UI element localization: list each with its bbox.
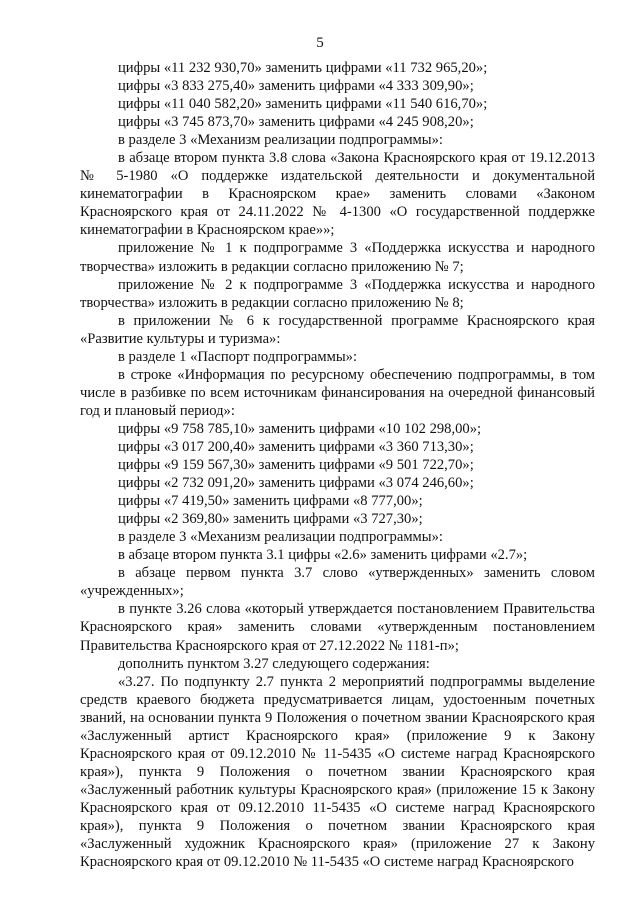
- paragraph: в строке «Информация по ресурсному обеспечению подпрограммы, в том числе в разбивке по всем источникам финансирования на очередной финансовый год и плановый период»:: [80, 366, 595, 419]
- paragraph: цифры «9 758 785,10» заменить цифрами «10 102 298,00»;: [118, 420, 482, 437]
- document-body: [80, 59, 595, 871]
- paragraph: в абзаце втором пункта 3.1 цифры «2.6» заменить цифрами «2.7»;: [118, 547, 528, 564]
- paragraph: цифры «11 040 582,20» заменить цифрами «11 540 616,70»;: [118, 96, 488, 113]
- paragraph: в разделе 1 «Паспорт подпрограммы»:: [118, 348, 358, 365]
- paragraph: в абзаце втором пункта 3.8 слова «Закона Красноярского края от 19.12.2013 № 5-1980 «О поддержке издательской деятельности и документальной кинематографии в Красноярском крае» заменить словами «Законом Красноярского края от 24.11.2022 № 4-1300 «О государственной поддержке кинематографии в Красноярском крае»»;: [80, 150, 595, 239]
- paragraph: приложение № 1 к подпрограмме 3 «Поддержка искусства и народного творчества» изложить в редакции согласно приложению № 7;: [80, 240, 595, 275]
- paragraph: цифры «7 419,50» заменить цифрами «8 777,00»;: [118, 493, 423, 510]
- paragraph: в пункте 3.26 слова «который утверждается постановлением Правительства Красноярского края» заменить словами «утвержденным постановлением Правительства Красноярского края от 27.12.2022 № 1181-п»;: [80, 601, 595, 654]
- paragraph: в приложении № 6 к государственной программе Красноярского края «Развитие культуры и туризма»:: [80, 312, 595, 347]
- paragraph: цифры «2 369,80» заменить цифрами «3 727,30»;: [118, 511, 423, 528]
- paragraph: цифры «3 017 200,40» заменить цифрами «3 360 713,30»;: [118, 438, 474, 455]
- paragraph: приложение № 2 к подпрограмме 3 «Поддержка искусства и народного творчества» изложить в редакции согласно приложению № 8;: [80, 276, 595, 311]
- page-number: 5: [316, 35, 324, 51]
- paragraph: дополнить пунктом 3.27 следующего содержания:: [118, 655, 430, 672]
- paragraph: цифры «3 833 275,40» заменить цифрами «4 333 309,90»;: [118, 78, 474, 95]
- paragraph: цифры «3 745 873,70» заменить цифрами «4 245 908,20»;: [118, 114, 474, 131]
- paragraph: в разделе 3 «Механизм реализации подпрограммы»:: [118, 132, 443, 149]
- paragraph: в разделе 3 «Механизм реализации подпрограммы»:: [118, 529, 443, 546]
- paragraph: цифры «2 732 091,20» заменить цифрами «3 074 246,60»;: [118, 475, 474, 492]
- paragraph: цифры «9 159 567,30» заменить цифрами «9 501 722,70»;: [118, 457, 474, 474]
- paragraph: «3.27. По подпункту 2.7 пункта 2 мероприятий подпрограммы выделение средств краевого бюджета предусматривается лицам, удостоенным почетных званий, на основании пункта 9 Положения о почетном звании Красноярского края «Заслуженный артист Красноярского края» (приложение 9 к Закону Красноярского края от 09.12.2010 № 11-5435 «О системе наград Красноярского края»), пункта 9 Положения о почетном звании Красноярского края «Заслуженный работник культуры Красноярского края» (приложение 15 к Закону Красноярского края от 09.12.2010 11-5435 «О системе наград Красноярского края»), пункта 9 Положения о почетном звании Красноярского края «Заслуженный художник Красноярского края» (приложение 27 к Закону Красноярского края от 09.12.2010 № 11-5435 «О системе наград Красноярского: [80, 673, 595, 871]
- paragraph: в абзаце первом пункта 3.7 слово «утвержденных» заменить словом «учрежденных»;: [80, 565, 595, 600]
- paragraph: цифры «11 232 930,70» заменить цифрами «11 732 965,20»;: [118, 60, 488, 76]
